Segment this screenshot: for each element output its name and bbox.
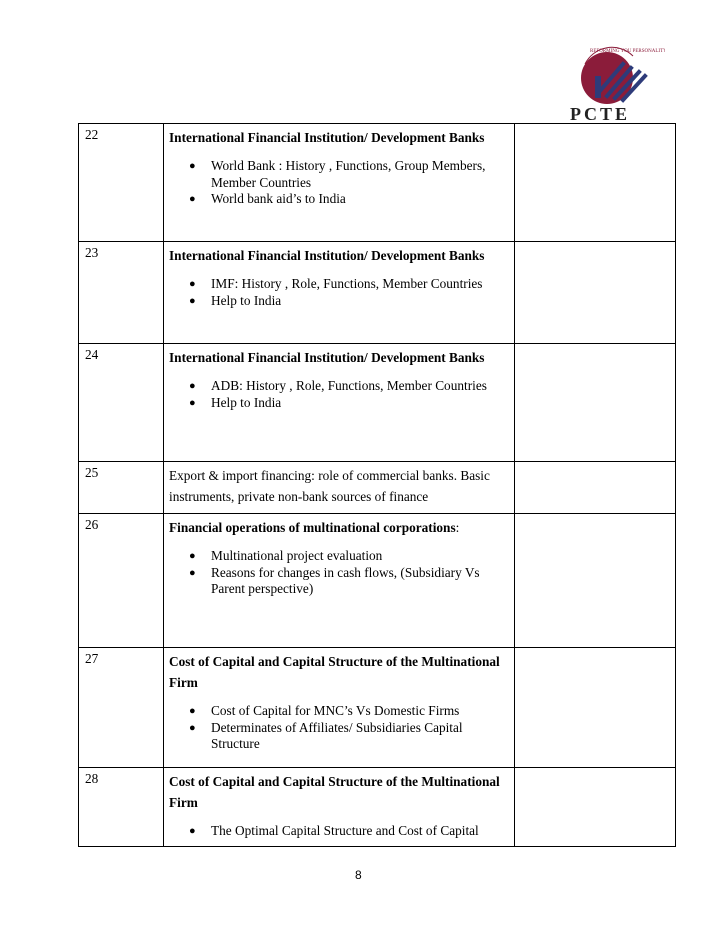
- session-number: 26: [79, 514, 164, 648]
- bullet-icon: ●: [189, 550, 196, 562]
- topic-points: [169, 703, 510, 753]
- list-item: ● Reasons for changes in cash flows, (Subsidiary Vs Parent perspective): [189, 564, 480, 596]
- topic-title: Cost of Capital and Capital Structure of the Multinational Firm: [169, 654, 500, 690]
- session-topic: [164, 124, 515, 242]
- session-topic: [164, 648, 515, 768]
- topic-title: Financial operations of multinational corporations:: [169, 520, 460, 535]
- topic-points: [169, 276, 510, 309]
- session-row: [79, 514, 676, 648]
- list-item: ● Cost of Capital for MNC’s Vs Domestic Firms: [189, 703, 460, 718]
- session-topic: [164, 242, 515, 344]
- session-row: [79, 344, 676, 462]
- session-topic: [164, 514, 515, 648]
- bullet-icon: ●: [189, 380, 196, 392]
- session-topic: [164, 344, 515, 462]
- logo-tagline: REFORMING YOU PERSONALITY: [590, 49, 665, 54]
- topic-title: Export & import financing: role of commercial banks. Basic instruments, private non-bank sources of finance: [169, 468, 490, 504]
- list-item: ● World Bank : History , Functions, Group Members, Member Countries: [189, 158, 486, 190]
- session-notes-cell: [515, 648, 676, 768]
- list-item: ● ADB: History , Role, Functions, Member Countries: [189, 378, 487, 393]
- bullet-icon: ●: [189, 160, 196, 172]
- topic-points: [169, 378, 510, 411]
- logo-name: PCTE: [570, 104, 631, 124]
- bullet-icon: ●: [189, 721, 196, 734]
- session-notes-cell: [515, 242, 676, 344]
- session-row: [79, 768, 676, 847]
- list-item: ● The Optimal Capital Structure and Cost of Capital: [189, 823, 479, 838]
- topic-points: [169, 158, 510, 208]
- bullet-icon: ●: [189, 705, 196, 717]
- session-row: [79, 242, 676, 344]
- bullet-icon: ●: [189, 396, 196, 409]
- list-item: ● Multinational project evaluation: [189, 548, 383, 563]
- session-number: 24: [79, 344, 164, 462]
- topic-title: International Financial Institution/ Development Banks: [169, 350, 485, 365]
- page-number: 8: [355, 868, 362, 882]
- session-notes-cell: [515, 514, 676, 648]
- session-notes-cell: [515, 462, 676, 514]
- bullet-icon: ●: [189, 193, 196, 205]
- list-item: ● World bank aid’s to India: [189, 191, 346, 206]
- topic-title: Cost of Capital and Capital Structure of the Multinational Firm: [169, 774, 500, 810]
- session-number: 28: [79, 768, 164, 847]
- bullet-icon: ●: [189, 825, 196, 837]
- session-topic: [164, 768, 515, 847]
- list-item: ● Help to India: [189, 292, 282, 308]
- topic-title: International Financial Institution/ Development Banks: [169, 248, 485, 263]
- session-number: 25: [79, 462, 164, 514]
- topic-points: [169, 548, 510, 598]
- session-number: 22: [79, 124, 164, 242]
- session-notes-cell: [515, 768, 676, 847]
- session-topic: [164, 462, 515, 514]
- session-row: [79, 648, 676, 768]
- list-item: ● Determinates of Affiliates/ Subsidiaries Capital Structure: [189, 719, 463, 751]
- lecture-plan-table: [78, 123, 676, 847]
- bullet-icon: ●: [189, 278, 196, 290]
- list-item: ● Help to India: [189, 394, 282, 410]
- session-row: [79, 124, 676, 242]
- topic-title: International Financial Institution/ Development Banks: [169, 130, 485, 145]
- bullet-icon: ●: [189, 566, 196, 579]
- session-number: 27: [79, 648, 164, 768]
- list-item: ● IMF: History , Role, Functions, Member Countries: [189, 276, 483, 291]
- session-notes-cell: [515, 124, 676, 242]
- topic-points: [169, 823, 510, 840]
- session-row: [79, 462, 676, 514]
- bullet-icon: ●: [189, 294, 196, 307]
- session-number: 23: [79, 242, 164, 344]
- session-notes-cell: [515, 344, 676, 462]
